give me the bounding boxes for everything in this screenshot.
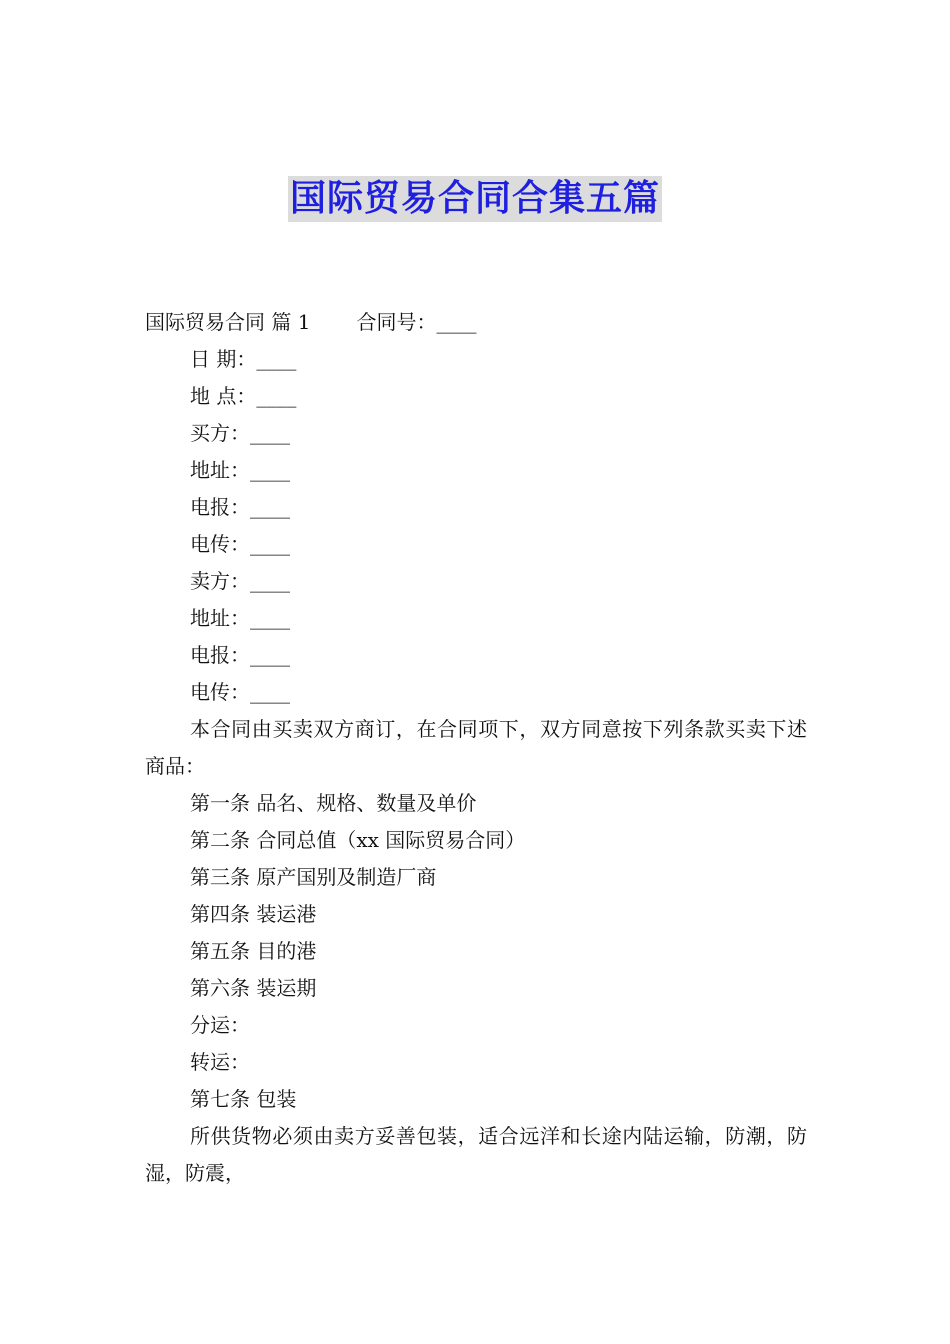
- contract-number: 合同号：____: [356, 310, 477, 334]
- article-7: 第七条 包装: [190, 1087, 297, 1111]
- field-seller: 卖方：____: [190, 569, 290, 593]
- document-body: [145, 304, 807, 1192]
- field-seller-telegram: 电报：____: [190, 643, 290, 667]
- contract-heading: 国际贸易合同 篇 1: [145, 310, 311, 334]
- contract-header-line: [145, 304, 807, 341]
- field-place: 地 点：____: [190, 384, 297, 408]
- article-4: 第四条 装运港: [190, 902, 317, 926]
- intro-paragraph: 本合同由买卖双方商订，在合同项下，双方同意按下列条款买卖下述商品：: [145, 717, 807, 778]
- packing-paragraph: 所供货物必须由卖方妥善包装，适合远洋和长途内陆运输，防潮，防湿，防震，: [145, 1124, 807, 1185]
- article-1: 第一条 品名、规格、数量及单价: [190, 791, 477, 815]
- transshipment: 转运：: [190, 1050, 250, 1074]
- field-buyer: 买方：____: [190, 421, 290, 445]
- article-6: 第六条 装运期: [190, 976, 317, 1000]
- field-buyer-telex: 电传：____: [190, 532, 290, 556]
- field-buyer-telegram: 电报：____: [190, 495, 290, 519]
- field-date: 日 期：____: [190, 347, 297, 371]
- article-5: 第五条 目的港: [190, 939, 317, 963]
- partial-shipment: 分运：: [190, 1013, 250, 1037]
- title-container: [0, 176, 950, 222]
- document-title: 国际贸易合同合集五篇: [288, 176, 662, 222]
- article-2: 第二条 合同总值（xx 国际贸易合同）: [190, 828, 526, 852]
- article-3: 第三条 原产国别及制造厂商: [190, 865, 437, 889]
- field-buyer-address: 地址：____: [190, 458, 290, 482]
- field-seller-telex: 电传：____: [190, 680, 290, 704]
- field-seller-address: 地址：____: [190, 606, 290, 630]
